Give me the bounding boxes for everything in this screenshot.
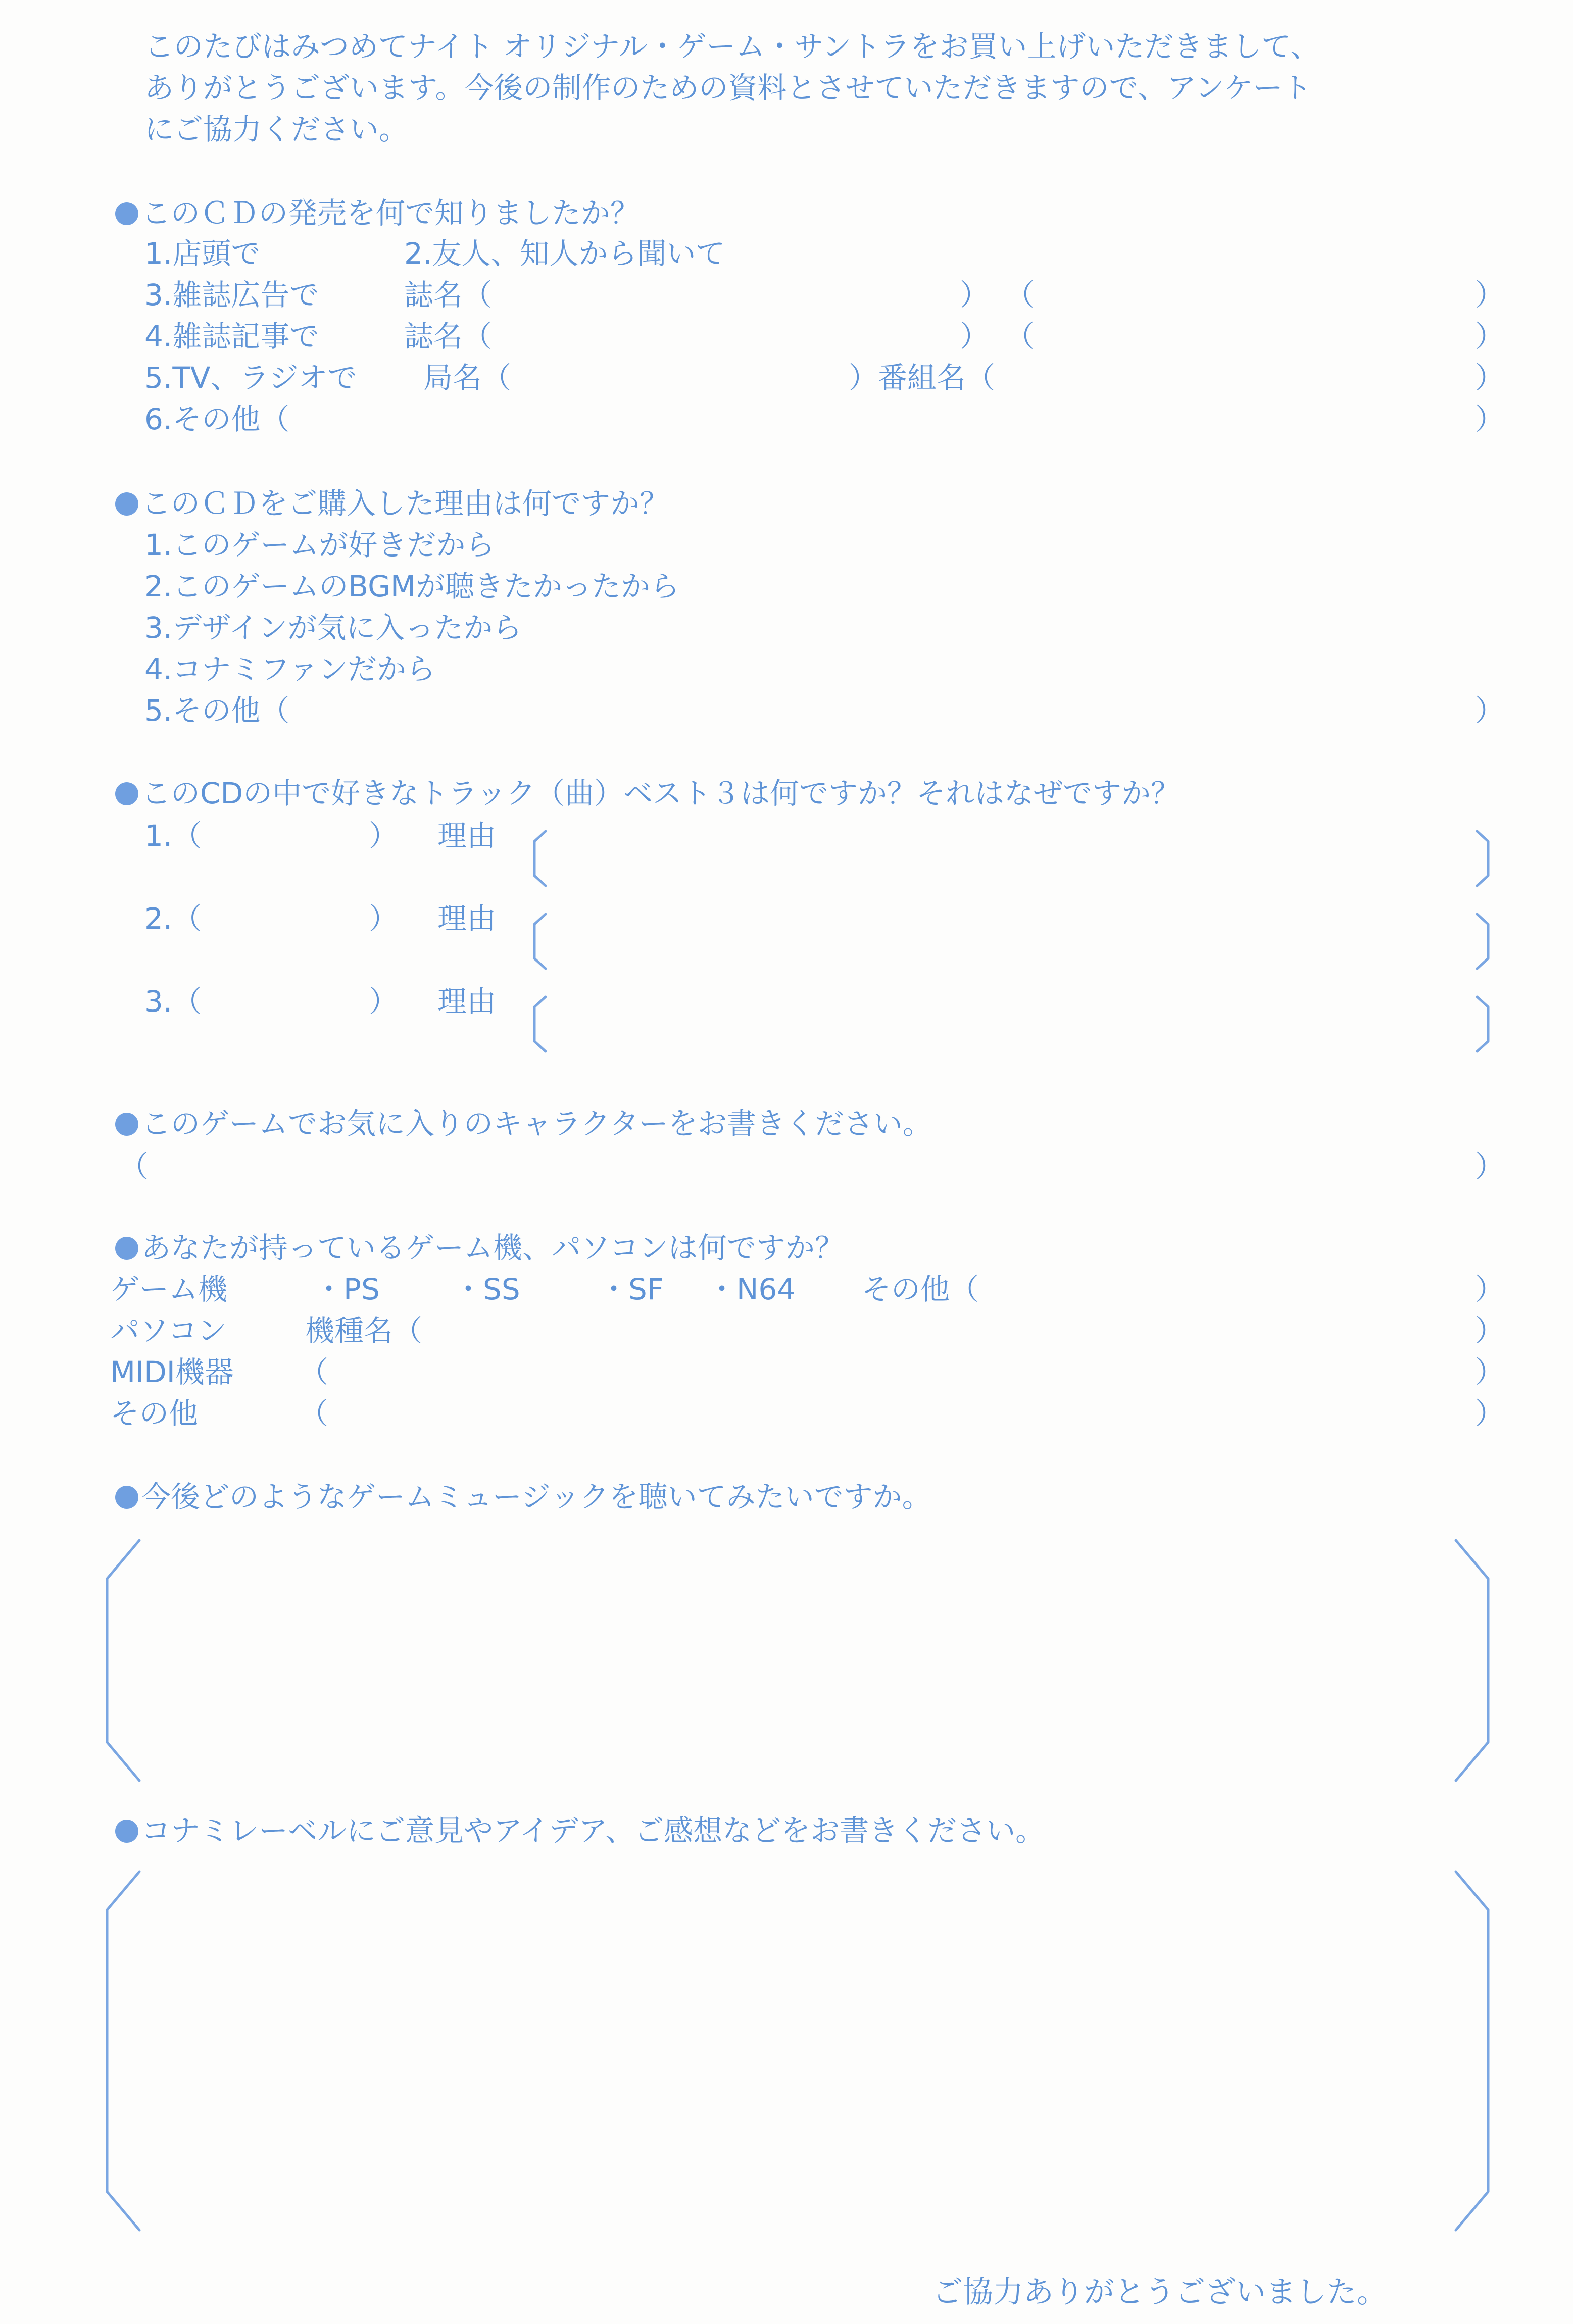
q1-option-5-program-label: ）番組名（	[849, 361, 996, 395]
q3-title: このCDの中で好きなトラック（曲）ベスト３は何ですか？それはなぜですか？	[115, 776, 1180, 811]
q3-reason-2-right-bracket	[1477, 914, 1488, 969]
q5-title: あなたが持っているゲーム機、パソコンは何ですか？	[115, 1230, 844, 1266]
q5-other-open: （	[299, 1396, 329, 1431]
q5-midi-open: （	[299, 1355, 329, 1389]
q1-option-4-open-2: （	[1005, 319, 1035, 353]
q1-option-2: 2.友人、知人から聞いて	[404, 236, 725, 271]
q1-option-4-close-2: ）	[1475, 319, 1505, 353]
q5-game-other: その他（	[862, 1272, 979, 1306]
q5-option-ss: ・SS	[454, 1272, 520, 1306]
q5-other-close: ）	[1475, 1396, 1505, 1431]
q1-option-5-station-label: 局名（	[423, 361, 512, 395]
q2-option-4: 4.コナミファンだから	[144, 652, 436, 686]
q6-left-bracket	[107, 1540, 139, 1781]
q2-option-5: 5.その他（	[144, 693, 290, 728]
q3-reason-1-right-bracket	[1477, 831, 1488, 886]
q3-reason-label-3: 理由	[437, 984, 497, 1019]
intro-line-3: にご協力ください。	[144, 112, 409, 146]
q5-other-label: その他	[110, 1396, 199, 1431]
q1-option-5: 5.TV、ラジオで	[144, 361, 357, 395]
q7-left-bracket	[107, 1872, 139, 2230]
intro-line-2: ありがとうございます。今後の制作のための資料とさせていただきますので、アンケート	[144, 71, 1312, 105]
q3-rank-3: 3.（	[144, 984, 202, 1019]
closing-message: ご協力ありがとうございました。	[932, 2275, 1387, 2310]
q3-reason-label-2: 理由	[437, 901, 497, 936]
q1-title: このＣＤの発売を何で知りましたか？	[115, 195, 640, 231]
q1-option-3-close-1: ）	[960, 278, 990, 312]
q2-option-2: 2.このゲームのBGMが聴きたかったから	[144, 569, 680, 603]
q3-reason-3-right-bracket	[1477, 997, 1488, 1051]
q4-title: このゲームでお気に入りのキャラクターをお書きください。	[115, 1106, 932, 1141]
q5-pc-model-label: 機種名（	[305, 1313, 423, 1348]
q1-option-3-magazine-label: 誌名（	[404, 278, 493, 312]
q1-option-1: 1.店頭で	[144, 236, 261, 271]
q1-option-6: 6.その他（	[144, 402, 290, 436]
intro-line-1: このたびはみつめてナイト オリジナル・ゲーム・サントラをお買い上げいただきまして、	[144, 29, 1320, 64]
q5-pc-label: パソコン	[110, 1313, 227, 1348]
q3-rank-1: 1.（	[144, 819, 202, 853]
q1-option-3-open-2: （	[1005, 278, 1035, 312]
q5-game-label: ゲーム機	[110, 1272, 228, 1306]
q3-reason-1-left-bracket	[534, 831, 546, 886]
q2-option-1: 1.このゲームが好きだから	[144, 528, 495, 562]
q1-option-4-magazine-label: 誌名（	[404, 319, 493, 353]
q5-midi-label: MIDI機器	[110, 1355, 234, 1389]
q5-option-ps: ・PS	[314, 1272, 380, 1306]
q7-title: コナミレーベルにご意見やアイデア、ご感想などをお書きください。	[115, 1813, 1045, 1848]
q1-option-6-close: ）	[1475, 402, 1505, 436]
q3-reason-label-1: 理由	[437, 819, 497, 853]
q1-option-4: 4.雑誌記事で	[144, 319, 319, 353]
q2-option-5-close: ）	[1475, 693, 1505, 728]
q5-option-n64: ・N64	[707, 1272, 796, 1306]
q4-open: （	[119, 1149, 149, 1184]
q5-midi-close: ）	[1475, 1355, 1505, 1389]
q3-reason-2-left-bracket	[534, 914, 546, 969]
q1-option-5-close: ）	[1475, 361, 1505, 395]
q1-option-4-close-1: ）	[960, 319, 990, 353]
q6-title: 今後どのようなゲームミュージックを聴いてみたいですか。	[115, 1479, 931, 1514]
q1-option-3-close-2: ）	[1475, 278, 1505, 312]
q5-option-sf: ・SF	[599, 1272, 664, 1306]
q7-right-bracket	[1456, 1872, 1488, 2230]
q3-rank-2-close: ）	[369, 901, 399, 936]
q5-pc-close: ）	[1475, 1313, 1505, 1348]
q2-option-3: 3.デザインが気に入ったから	[144, 611, 522, 645]
q3-reason-3-left-bracket	[534, 997, 546, 1051]
q2-title: このＣＤをご購入した理由は何ですか？	[115, 486, 669, 521]
q5-game-other-close: ）	[1475, 1272, 1505, 1306]
q4-close: ）	[1475, 1149, 1505, 1184]
q1-option-3: 3.雑誌広告で	[144, 278, 319, 312]
q6-right-bracket	[1456, 1540, 1488, 1781]
q3-rank-1-close: ）	[369, 819, 399, 853]
q3-rank-2: 2.（	[144, 901, 202, 936]
q3-rank-3-close: ）	[369, 984, 399, 1019]
